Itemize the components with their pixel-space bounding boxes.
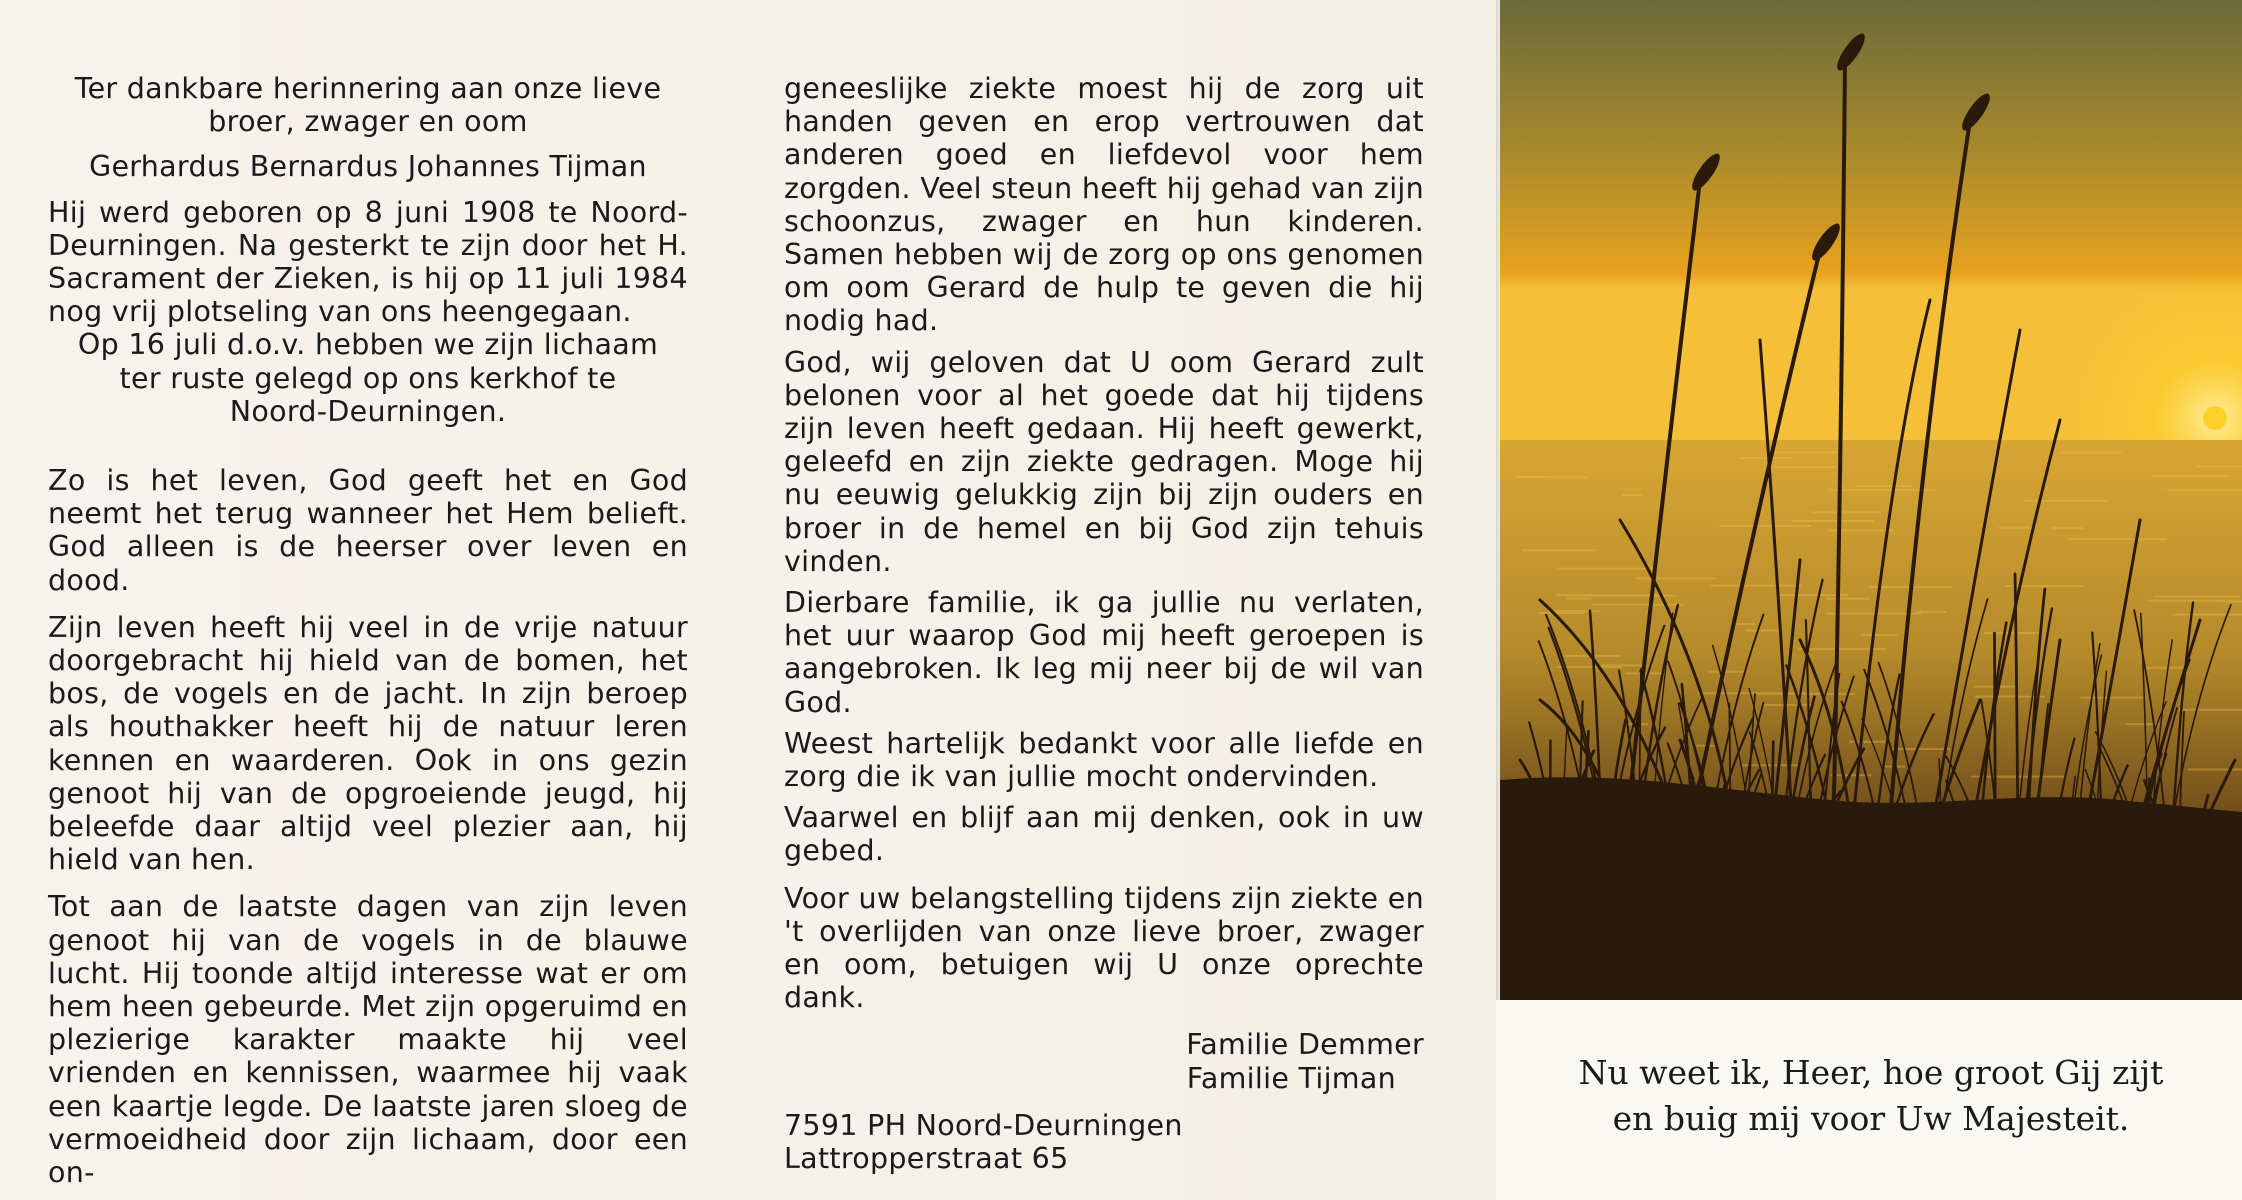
paragraph-prayer: God, wij geloven dat U oom Gerard zult belonen voor al het goede dat hij tijdens zijn leven heeft gedaan. Hij heeft gewerkt, geleefd en zijn ziekte gedragen. Moge hij nu eeuwig gelukkig zijn bij zijn ouders en broer in de hemel en bij God zijn tehuis vinden. xyxy=(784,345,1424,578)
address-street: Lattropperstraat 65 xyxy=(784,1142,1069,1176)
sunset-photo xyxy=(1500,0,2242,1000)
paragraph-care: geneeslijke ziekte moest hij de zorg uit handen geven en erop vertrouwen dat anderen goed en liefdevol voor hem zorgden. Veel steun heeft hij gehad van zijn schoonzus, zwager en hun kinderen. Samen hebben wij de zorg op ons genomen om oom Gerard de hulp te geven die hij nodig had. xyxy=(784,72,1424,338)
caption-line-2: en buig mij voor Uw Majesteit. xyxy=(1612,1099,2130,1138)
paragraph-thanks-love: Weest hartelijk bedankt voor alle liefde en zorg die ik van jullie mocht ondervinden. xyxy=(784,726,1424,794)
address-postal: 7591 PH Noord-Deurningen xyxy=(784,1108,1183,1142)
intro-line-2: broer, zwager en oom xyxy=(208,105,528,139)
paragraph-farewell: Dierbare familie, ik ga jullie nu verlaten, het uur waarop God mij heeft geroepen is aangebroken. Ik leg mij neer bij de wil van God. xyxy=(784,586,1424,719)
paragraph-gratitude: Voor uw belangstelling tijdens zijn ziekte en 't overlijden van onze lieve broer, zwager en oom, betuigen wij U onze oprechte dank. xyxy=(784,881,1424,1015)
signature-family-demmer: Familie Demmer xyxy=(1186,1028,1424,1062)
photo-caption xyxy=(1500,1050,2242,1142)
burial-line-1: Op 16 juli d.o.v. hebben we zijn lichaam xyxy=(77,328,659,362)
paragraph-remember: Vaarwel en blijf aan mij denken, ook in uw gebed. xyxy=(784,801,1424,868)
deceased-name: Gerhardus Bernardus Johannes Tijman xyxy=(89,150,647,184)
left-text-column xyxy=(48,72,688,1189)
sun xyxy=(2203,406,2227,430)
paragraph-last-days: Tot aan de laatste dagen van zijn leven genoot hij van de vogels in de blauwe lucht. Hij toonde altijd interesse wat er om hem heen gebeurde. Met zijn opgeruimd en plezierige karakter maakte hij veel vrienden en kennissen, waarmee hij vaak een kaartje legde. De laatste jaren sloeg de vermoeidheid door zijn lichaam, door een on- xyxy=(48,890,688,1190)
grass-blade xyxy=(1550,741,1551,946)
signature-family-tijman: Familie Tijman xyxy=(1186,1061,1396,1095)
paragraph-life: Zo is het leven, God geeft het en God neemt het terug wanneer het Hem belieft. God alleen is de heerser over leven en dood. xyxy=(48,464,688,597)
paragraph-nature: Zijn leven heeft hij veel in de vrije natuur doorgebracht hij hield van de bomen, het bos, de vogels en de jacht. In zijn beroep als houthakker heeft hij de natuur leren kennen en waarderen. Ook in ons gezin genoot hij van de opgroeiende jeugd, hij beleefde daar altijd veel plezier aan, hij hield van hen. xyxy=(48,610,688,877)
intro-line-1: Ter dankbare herinnering aan onze lieve xyxy=(74,72,662,105)
burial-line-2: ter ruste gelegd op ons kerkhof te xyxy=(119,361,617,395)
birth-paragraph: Hij werd geboren op 8 juni 1908 te Noord-Deurningen. Na gesterkt te zijn door het H. Sacrament der Zieken, is hij op 11 juli 1984 nog vrij plotseling van ons heengegaan. xyxy=(48,195,688,329)
grass-blade xyxy=(1994,633,1995,944)
burial-line-3: Noord-Deurningen. xyxy=(229,394,507,428)
right-text-column xyxy=(784,72,1424,1175)
caption-line-1: Nu weet ik, Heer, hoe groot Gij zijt xyxy=(1578,1053,2164,1092)
